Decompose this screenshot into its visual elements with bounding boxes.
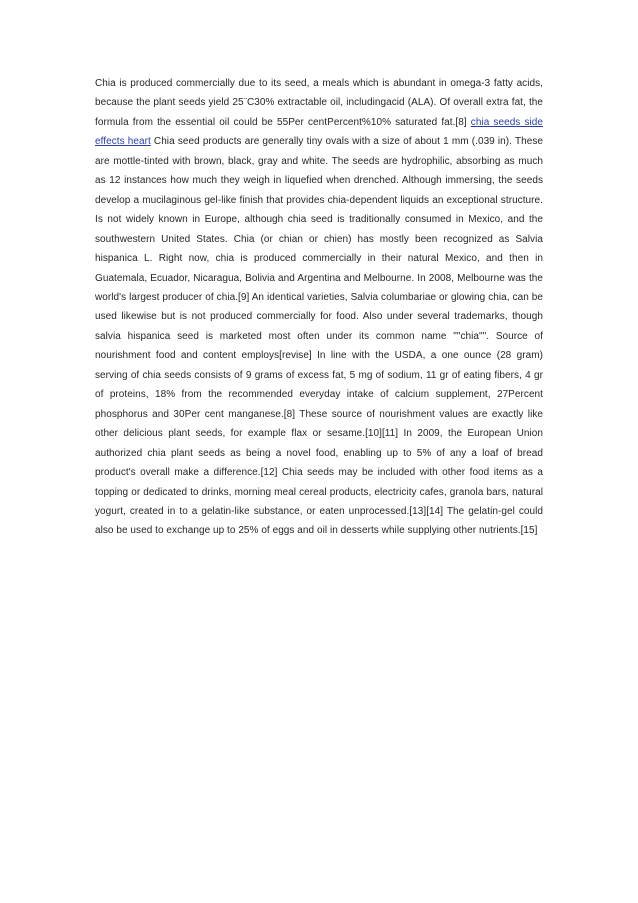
paragraph-text-after-link: Chia seed products are generally tiny ovals with a size of about 1 mm (.039 in). These are mottle-tinted with brown, black, gray and white. The seeds are hydrophilic, absorbing as much as 12 instances how much they weigh in liquefied when drenched. Although immersing, the seeds develop a mucilaginous gel-like finish that provides chia-dependent liquids an exceptional structure. Is not widely known in Europe, although chia seed is traditionally consumed in Mexico, and the southwestern United States. Chia (or chian or chien) has mostly been recognized as Salvia hispanica L. Right now, chia is produced commercially in their natural Mexico, and then in Guatemala, Ecuador, Nicaragua, Bolivia and Argentina and Melbourne. In 2008, Melbourne was the world's largest producer of chia.[9] An identical varieties, Salvia columbariae or glowing chia, can be used likewise but is not produced commercially for food. Also under several trademarks, though salvia hispanica seed is marketed most often under its common name ""chia"". Source of nourishment food and content employs[revise] In line with the USDA, a one ounce (28 gram) serving of chia seeds consists of 9 grams of excess fat, 5 mg of sodium, 11 gr of eating fibers, 4 gr of proteins, 18% from the recommended everyday intake of calcium supplement, 27Percent phosphorus and 30Per cent manganese.[8] These source of nourishment values are exactly like other delicious plant seeds, for example flax or sesame.[10][11] In 2009, the European Union authorized chia plant seeds as being a novel food, enabling up to 5% of any a loaf of bread product's overall make a difference.[12] Chia seeds may be included with other food items as a topping or dedicated to drinks, morning meal cereal products, electricity cafes, granola bars, natural yogurt, created in to a gelatin-like substance, or eaten unprocessed.[13][14] The gelatin-gel could also be used to exchange up to 25% of eggs and oil in desserts while supplying other nutrients.[15] bbox=[95, 136, 543, 537]
chia-seeds-side-effects-link[interactable]: chia seeds side effects heart bbox=[95, 116, 543, 148]
body-paragraph bbox=[95, 74, 543, 541]
paragraph-text-before-link: Chia is produced commercially due to its seed, a meals which is abundant in omega-3 fatty acids, because the plant seeds yield 25¨C30% extractable oil, includingacid (ALA). Of overall extra fat, the formula from the essential oil could be 55Per centPercent%10% saturated fat.[8] bbox=[95, 78, 543, 128]
